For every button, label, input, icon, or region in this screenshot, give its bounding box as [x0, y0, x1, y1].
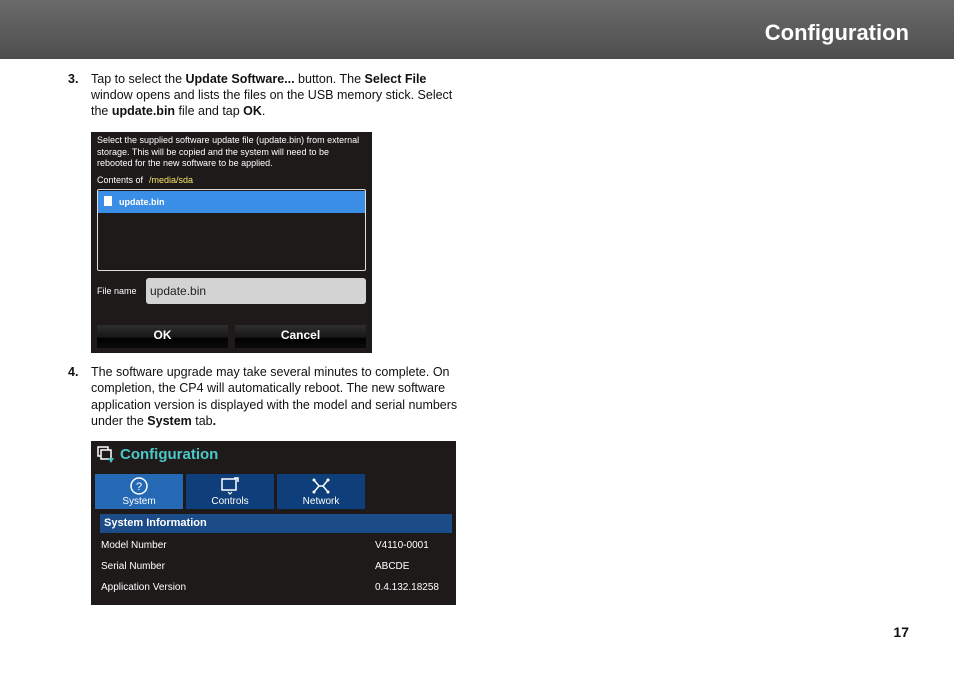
cancel-button[interactable]: Cancel	[235, 325, 366, 348]
file-item-label: update.bin	[119, 197, 165, 207]
ok-button[interactable]: OK	[97, 325, 228, 348]
screen-touch-icon	[221, 477, 239, 495]
dialog-instructions: Select the supplied software update file (update.bin) from external storage. This will be copied and the system will need to be rebooted for the new software to be applied.	[97, 135, 360, 168]
question-circle-icon	[130, 477, 148, 495]
bold-run: OK	[243, 104, 262, 118]
tab-controls[interactable]	[186, 474, 274, 509]
serial-number-value: ABCDE	[375, 561, 410, 572]
model-number-value: V4110-0001	[375, 540, 429, 551]
model-number-label: Model Number	[101, 540, 167, 551]
file-list[interactable]	[97, 189, 366, 271]
configuration-screen	[91, 441, 456, 605]
page-header	[0, 0, 954, 59]
page-title: Configuration	[764, 20, 909, 45]
bold-run: update.bin	[111, 104, 176, 118]
application-version-value: 0.4.132.18258	[375, 582, 439, 593]
text-run: tab	[191, 413, 213, 428]
serial-number-label: Serial Number	[101, 561, 165, 572]
step-text	[91, 364, 471, 429]
section-header: System Information	[100, 514, 452, 533]
application-version-label: Application Version	[101, 582, 187, 593]
tab-system[interactable]	[95, 474, 183, 509]
bold-run: System	[147, 413, 192, 428]
select-file-dialog	[91, 132, 372, 353]
contents-label: Contents of	[97, 175, 144, 185]
file-icon	[104, 196, 112, 206]
step-number: 3.	[68, 72, 79, 86]
text-run: file and tap	[175, 104, 244, 118]
svg-text:?: ?	[135, 481, 143, 493]
configuration-title: Configuration	[120, 446, 219, 463]
file-list-item[interactable]	[98, 191, 365, 213]
network-icon	[312, 477, 330, 495]
text-run: button. The	[294, 72, 365, 86]
file-name-label: File name	[97, 286, 137, 296]
bold-run: Update Software...	[185, 72, 295, 86]
tab-network[interactable]	[277, 474, 365, 509]
tab-label: Network	[302, 496, 340, 507]
bold-run: Select File	[364, 72, 427, 86]
tab-label: System	[122, 496, 156, 507]
step-text	[91, 71, 471, 119]
text-run: window opens and lists the files on the USB memory stick. Select the	[91, 88, 453, 118]
page-number: 17	[893, 624, 909, 640]
tab-label: Controls	[211, 496, 249, 507]
contents-path: /media/sda	[149, 175, 194, 185]
step-number: 4.	[68, 365, 79, 379]
text-run: The software upgrade may take several minutes to complete. On completion, the CP4 will automatically reboot. The new software application version is displayed with the model and serial numbers under the	[91, 365, 458, 428]
configuration-icon	[97, 446, 115, 464]
text-run: Tap to select the	[91, 72, 186, 86]
contents-of	[97, 175, 193, 185]
file-name-field[interactable]: update.bin	[146, 278, 366, 304]
text-run: .	[261, 104, 266, 118]
bold-run: .	[212, 413, 217, 428]
